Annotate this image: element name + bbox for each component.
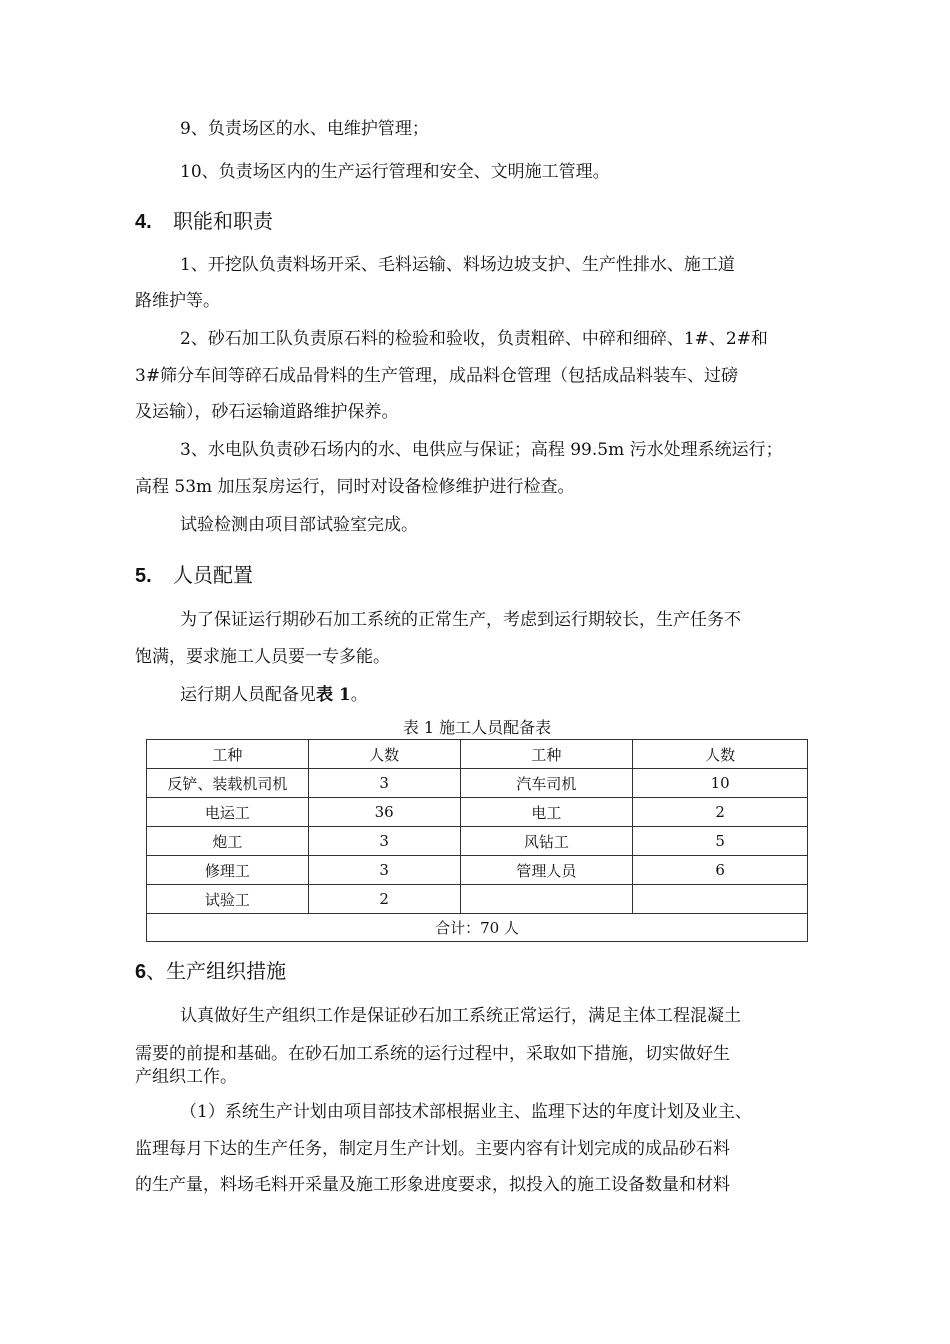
paragraph-line: 高程 53m 加压泵房运行，同时对设备检修维护进行检查。 xyxy=(135,477,575,497)
section-title: 人员配置 xyxy=(173,563,253,587)
table-cell: 36 xyxy=(308,798,460,827)
table-cell: 风钻工 xyxy=(460,827,633,856)
table-row xyxy=(147,827,808,856)
paragraph-line: 试验检测由项目部试验室完成。 xyxy=(180,515,418,535)
section-heading-5 xyxy=(135,562,253,589)
paragraph-line: （1）系统生产计划由项目部技术部根据业主、监理下达的年度计划及业主、 xyxy=(180,1102,752,1122)
staff-table xyxy=(146,739,808,942)
section-number: 6 xyxy=(135,961,147,983)
table-header-row xyxy=(147,740,808,769)
table-cell: 3 xyxy=(308,827,460,856)
table-cell: 3 xyxy=(308,769,460,798)
table-cell: 修理工 xyxy=(147,856,309,885)
section-number: 5. xyxy=(135,565,152,587)
table-cell: 炮工 xyxy=(147,827,309,856)
table-cell: 5 xyxy=(633,827,808,856)
paragraph-line: 及运输），砂石运输道路维护保养。 xyxy=(135,402,399,422)
paragraph-line: 1、开挖队负责料场开采、毛料运输、料场边坡支护、生产性排水、施工道 xyxy=(180,255,735,275)
table-row xyxy=(147,856,808,885)
table-cell xyxy=(460,885,633,914)
table-cell: 3 xyxy=(308,856,460,885)
section-title: 职能和职责 xyxy=(173,209,273,233)
paragraph-line: 产组织工作。 xyxy=(135,1067,237,1087)
table-cell: 管理人员 xyxy=(460,856,633,885)
paragraph-line: 饱满，要求施工人员要一专多能。 xyxy=(135,647,390,667)
table-row xyxy=(147,885,808,914)
table-cell: 汽车司机 xyxy=(460,769,633,798)
table-cell: 2 xyxy=(633,798,808,827)
reference-punctuation: 。 xyxy=(350,685,368,705)
section-heading-4 xyxy=(135,208,273,235)
table-caption: 表 1 施工人员配备表 xyxy=(402,718,552,737)
paragraph-line: 监理每月下达的生产任务，制定月生产计划。主要内容有计划完成的成品砂石料 xyxy=(135,1139,730,1159)
header-cell: 人数 xyxy=(308,740,460,769)
section-title: 、生产组织措施 xyxy=(146,959,287,983)
table-cell xyxy=(633,885,808,914)
table-cell: 10 xyxy=(633,769,808,798)
table-cell: 2 xyxy=(308,885,460,914)
paragraph-line: 路维护等。 xyxy=(135,291,220,311)
table-cell: 6 xyxy=(633,856,808,885)
table-cell: 电工 xyxy=(460,798,633,827)
paragraph-line: 认真做好生产组织工作是保证砂石加工系统正常运行，满足主体工程混凝土 xyxy=(180,1006,741,1026)
section-heading-6 xyxy=(135,958,286,985)
table-row xyxy=(147,769,808,798)
paragraph-line: 为了保证运行期砂石加工系统的正常生产，考虑到运行期较长，生产任务不 xyxy=(180,610,741,630)
table-cell: 电运工 xyxy=(147,798,309,827)
header-cell: 人数 xyxy=(633,740,808,769)
section-number: 4. xyxy=(135,211,152,233)
table-cell: 试验工 xyxy=(147,885,309,914)
paragraph-line: 2、砂石加工队负责原石料的检验和验收，负责粗碎、中碎和细碎、1#、2#和 xyxy=(180,329,768,349)
header-cell: 工种 xyxy=(147,740,309,769)
header-cell: 工种 xyxy=(460,740,633,769)
list-item: 9、负责场区的水、电维护管理； xyxy=(180,119,429,139)
table-reference-line xyxy=(180,684,368,706)
paragraph-line: 需要的前提和基础。在砂石加工系统的运行过程中，采取如下措施，切实做好生 xyxy=(135,1044,730,1064)
paragraph-line: 的生产量，料场毛料开采量及施工形象进度要求，拟投入的施工设备数量和材料 xyxy=(135,1175,730,1195)
total-cell: 合计：70 人 xyxy=(147,914,808,942)
table-reference: 表 1 xyxy=(316,685,351,705)
reference-text: 运行期人员配备见 xyxy=(180,685,316,705)
table-total-row xyxy=(147,914,808,942)
table-cell: 反铲、装载机司机 xyxy=(147,769,309,798)
table-row xyxy=(147,798,808,827)
list-item: 10、负责场区内的生产运行管理和安全、文明施工管理。 xyxy=(180,162,610,182)
paragraph-line: 3、水电队负责砂石场内的水、电供应与保证；高程 99.5m 污水处理系统运行； xyxy=(180,440,783,460)
paragraph-line: 3#筛分车间等碎石成品骨料的生产管理，成品料仓管理（包括成品料装车、过磅 xyxy=(135,366,739,386)
